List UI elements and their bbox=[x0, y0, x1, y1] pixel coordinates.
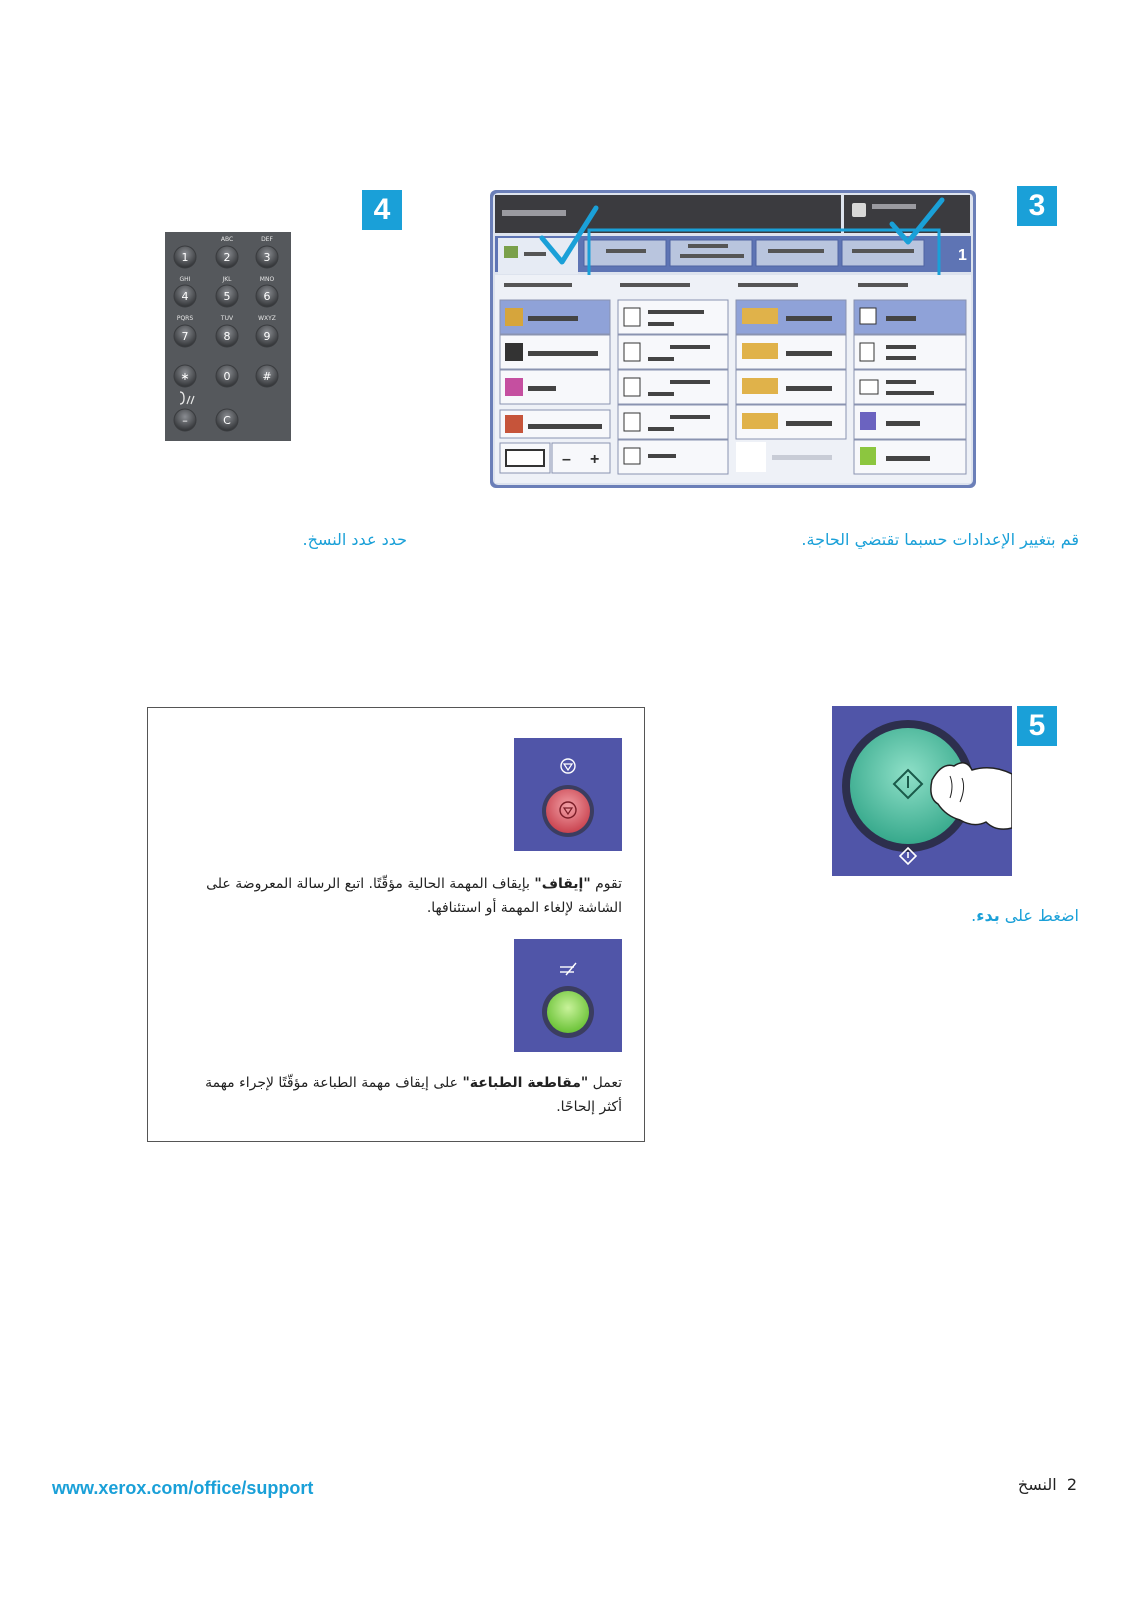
page-number: 2 bbox=[1066, 1475, 1077, 1494]
key-8-digit: 8 bbox=[223, 330, 231, 343]
key-4-letters: GHI bbox=[179, 276, 191, 283]
stop-button-svg bbox=[514, 738, 622, 851]
keypad bbox=[165, 232, 291, 441]
start-button-illustration bbox=[832, 706, 1012, 876]
key-3-letters: DEF bbox=[261, 236, 273, 243]
step-4-number: 4 bbox=[362, 190, 402, 230]
step-5-caption-pre: اضغط على bbox=[999, 906, 1079, 925]
step-5-caption-bold: بدء bbox=[976, 906, 1000, 925]
interrupt-button-svg bbox=[514, 939, 622, 1052]
stop-text-pre: تقوم bbox=[590, 876, 622, 892]
step-5-number: 5 bbox=[1017, 706, 1057, 746]
stop-text-post: بإيقاف المهمة الحالية مؤقّتًا. اتبع الرسالة المعروضة على الشاشة لإلغاء المهمة أو استئنافها. bbox=[206, 876, 622, 916]
key-star-digit: ∗ bbox=[180, 370, 190, 383]
key-2-letters: ABC bbox=[220, 236, 234, 243]
interrupt-text-pre: تعمل bbox=[588, 1075, 622, 1091]
start-button-svg bbox=[832, 706, 1012, 876]
interrupt-text-bold: "مقاطعة الطباعة" bbox=[462, 1075, 589, 1091]
key-7-digit: 7 bbox=[181, 330, 189, 343]
key-0-digit: 0 bbox=[223, 370, 231, 383]
interrupt-description bbox=[182, 1071, 622, 1119]
stop-icon bbox=[561, 759, 575, 773]
key-1-digit: 1 bbox=[181, 251, 189, 264]
key-9-letters: WXYZ bbox=[258, 315, 276, 322]
svg-text:–: – bbox=[562, 451, 571, 468]
step-3-caption: قم بتغيير الإعدادات حسبما تقتضي الحاجة. bbox=[801, 530, 1079, 549]
info-box bbox=[147, 707, 645, 1142]
stop-button[interactable] bbox=[546, 789, 590, 833]
tab-number: 1 bbox=[958, 247, 967, 264]
key-6-letters: MNO bbox=[259, 276, 275, 283]
svg-text:+: + bbox=[590, 451, 600, 468]
key-3-digit: 3 bbox=[263, 251, 271, 264]
step-3-number: 3 bbox=[1017, 186, 1057, 226]
keypad-svg bbox=[165, 232, 291, 441]
support-url[interactable]: www.xerox.com/office/support bbox=[52, 1478, 314, 1498]
page-footer bbox=[1018, 1475, 1077, 1494]
key-hash-digit: # bbox=[262, 370, 272, 383]
stop-description bbox=[182, 872, 622, 920]
key-6-digit: 6 bbox=[263, 290, 271, 303]
key-dash-digit: – bbox=[182, 414, 188, 427]
step-4-caption: حدد عدد النسخ. bbox=[302, 530, 407, 549]
interrupt-icon bbox=[560, 963, 576, 975]
interrupt-text-post: على إيقاف مهمة الطباعة مؤقّتًا لإجراء مهمة أكثر إلحاحًا. bbox=[205, 1075, 622, 1115]
key-4-digit: 4 bbox=[181, 290, 189, 303]
key-2-digit: 2 bbox=[223, 251, 231, 264]
dial-pause-icon bbox=[180, 392, 194, 404]
key-5-digit: 5 bbox=[223, 290, 231, 303]
key-7-letters: PQRS bbox=[176, 315, 194, 322]
key-5-letters: JKL bbox=[222, 276, 232, 283]
page-label: النسخ bbox=[1017, 1475, 1057, 1494]
stop-text-bold: "إيقاف" bbox=[534, 876, 591, 892]
key-clear-digit: C bbox=[223, 414, 231, 427]
touchscreen-illustration bbox=[490, 190, 976, 488]
step-5-caption-post: . bbox=[971, 906, 977, 925]
step-5-caption bbox=[971, 906, 1079, 925]
stop-button-illustration bbox=[514, 738, 622, 851]
key-8-letters: TUV bbox=[220, 315, 234, 322]
touchscreen-svg bbox=[490, 190, 976, 488]
interrupt-button[interactable] bbox=[547, 991, 589, 1033]
key-9-digit: 9 bbox=[263, 330, 271, 343]
interrupt-button-illustration bbox=[514, 939, 622, 1052]
